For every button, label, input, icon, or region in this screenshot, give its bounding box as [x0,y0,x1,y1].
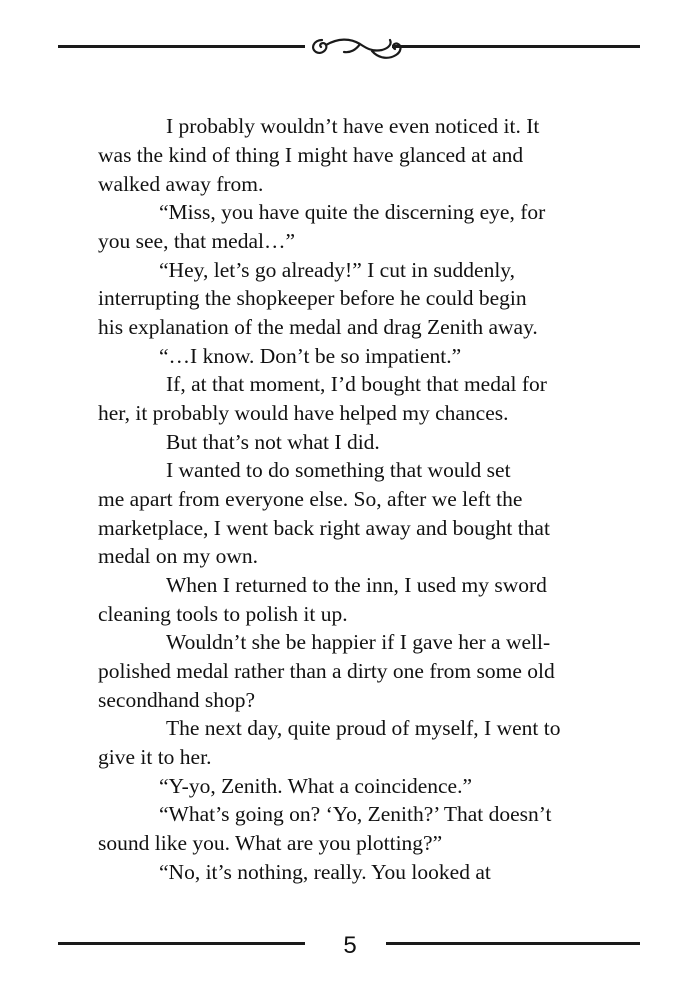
top-ornament-rule [0,28,700,68]
top-rule-left-line [58,45,305,48]
text-line: interrupting the shopkeeper before he could begin [98,286,527,310]
text-line: polished medal rather than a dirty one from some old [98,659,555,683]
text-line: Wouldn’t she be happier if I gave her a well- [166,630,551,654]
bottom-rule-left-line [58,942,305,945]
text-line: “What’s going on? ‘Yo, Zenith?’ That doesn’t [159,802,552,826]
text-line: “No, it’s nothing, really. You looked at [159,860,491,884]
text-line: give it to her. [98,745,212,769]
text-line: secondhand shop? [98,688,256,712]
top-rule-right-line [392,45,640,48]
text-line: cleaning tools to polish it up. [98,602,348,626]
text-line: her, it probably would have helped my chances. [98,401,509,425]
text-line: “Miss, you have quite the discerning eye, for [159,200,546,224]
text-line: was the kind of thing I might have glanced at and [98,143,524,167]
text-line: But that’s not what I did. [166,430,380,454]
text-line: me apart from everyone else. So, after we left the [98,487,523,511]
flourish-icon [313,40,400,58]
text-line: medal on my own. [98,544,259,568]
text-line: his explanation of the medal and drag Zenith away. [98,315,538,339]
text-line: walked away from. [98,172,264,196]
text-line: The next day, quite proud of myself, I went to [166,716,561,740]
bottom-rule-right-line [386,942,640,945]
text-line: “…I know. Don’t be so impatient.” [159,344,462,368]
text-line: you see, that medal…” [98,229,296,253]
text-line: marketplace, I went back right away and bought that [98,516,550,540]
page-number: 5 [343,932,357,959]
text-line: “Y-yo, Zenith. What a coincidence.” [159,774,473,798]
text-line: If, at that moment, I’d bought that medal for [166,372,547,396]
text-line: I probably wouldn’t have even noticed it. It [166,114,540,138]
text-line: When I returned to the inn, I used my sword [166,573,547,597]
text-line: sound like you. What are you plotting?” [98,831,443,855]
text-line: “Hey, let’s go already!” I cut in suddenly, [159,258,516,282]
text-line: I wanted to do something that would set [166,458,511,482]
